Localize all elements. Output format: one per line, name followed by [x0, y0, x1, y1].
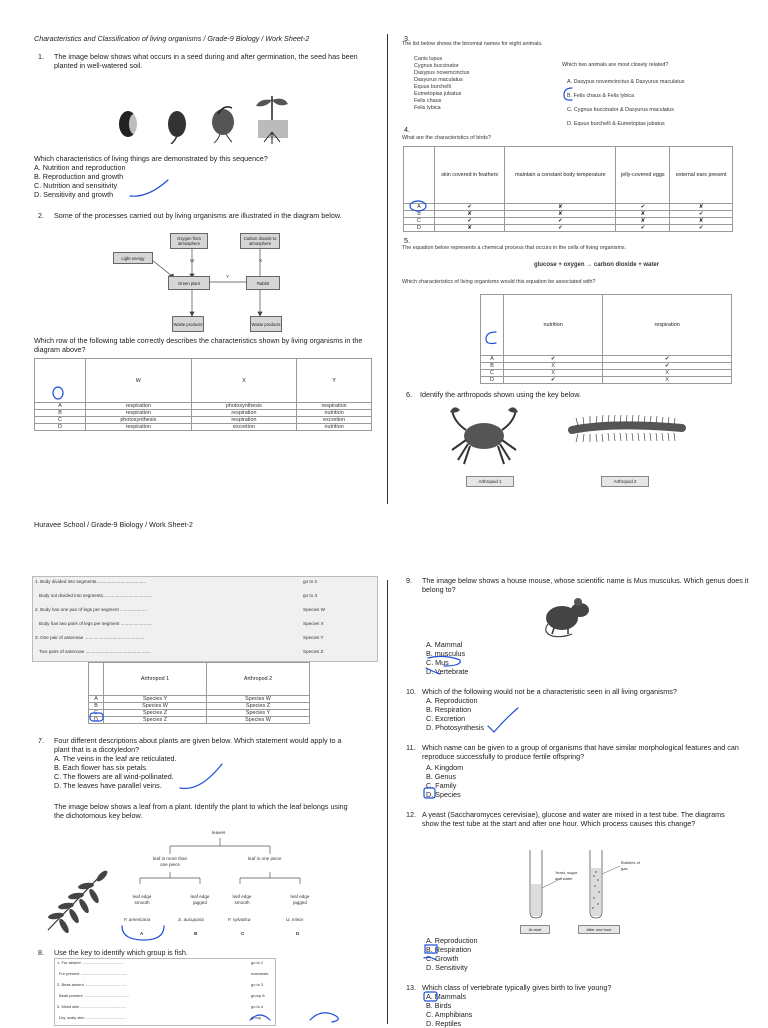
key-row-5: 3. One pair of antennae ...............................................	[35, 635, 145, 640]
fish-key-row-6: Dry, scaly skin .....................................	[59, 1015, 127, 1020]
cell: Species Y	[104, 696, 207, 703]
key-row-1: 1. Body divided into segments.......................................	[35, 579, 147, 584]
cell: ✘	[616, 211, 670, 218]
arthropod-2-label: Arthropod 2	[601, 476, 649, 487]
q2-header-w: W	[86, 359, 192, 403]
yeast-label: Yeast, sugar and water	[555, 870, 578, 881]
list-item: Felis lybica	[414, 105, 441, 111]
q13-number: 13.	[406, 983, 416, 992]
key-row-1-result: go to 2	[303, 579, 318, 584]
compound-leaf-image	[40, 866, 110, 936]
q4-header-ears: external ears present	[670, 147, 733, 204]
germination-sequence-image	[108, 92, 313, 144]
table-row	[481, 356, 732, 363]
tree-letter-c: C	[241, 931, 245, 936]
q13-option-a[interactable]: A. Mammals	[426, 992, 466, 1001]
seed-stage-3	[212, 107, 234, 143]
row-letter: B	[35, 410, 86, 417]
key-pen-circle	[88, 710, 106, 724]
waste-box-2: Waste products	[250, 316, 282, 332]
q5-pen-circle	[484, 330, 502, 346]
plant-box: Green plant	[168, 276, 210, 290]
cell: respiration	[191, 410, 297, 417]
light-box: Light energy	[113, 252, 153, 264]
cell: ✔	[435, 204, 505, 211]
table-row	[481, 363, 732, 370]
q7-option-b[interactable]: B. Each flower has six petals.	[54, 763, 148, 772]
q5-number: 5.	[404, 236, 410, 245]
cell: photosynthesis	[191, 403, 297, 410]
bubbles-label: Bubbles of gas	[621, 860, 640, 871]
tree-letter-b: B	[194, 931, 198, 936]
row-letter: C	[89, 710, 104, 717]
test-tube-diagram	[520, 846, 630, 930]
q1-option-c[interactable]: C. Nutrition and sensitivity	[34, 181, 118, 190]
q8-pen-marks	[248, 1008, 358, 1024]
table-row	[481, 377, 732, 384]
cell: Species Y	[207, 710, 310, 717]
q10-number: 10.	[406, 687, 416, 696]
q13-text: Which class of vertebrate typically gives birth to live young?	[422, 983, 612, 992]
q1-option-d[interactable]: D. Sensitivity and growth	[34, 190, 114, 199]
cell: ✔	[670, 211, 733, 218]
row-letter: D	[89, 717, 104, 724]
cell: X	[504, 370, 603, 377]
crab-image	[444, 402, 524, 468]
cell: ✘	[616, 218, 670, 225]
q3-option-b[interactable]: B. Felis chaus & Felis lybica	[567, 93, 635, 99]
q4-text: What are the characteristics of birds?	[402, 135, 491, 141]
row-letter: D	[404, 225, 435, 232]
key-row-4-result: Species X	[303, 621, 324, 626]
q5-equation: glucose + oxygen → carbon dioxide + water	[534, 262, 660, 268]
q2-prompt: Which row of the following table correctly describes the characteristics shown by living organisms in the diagram above?	[34, 336, 363, 354]
tree-leaf-3: leaf edge smooth	[232, 894, 252, 905]
cell: X	[603, 377, 732, 384]
answer-header-blank	[89, 663, 104, 696]
arthropod-1-label: Arthropod 1	[466, 476, 514, 487]
cell: photosynthesis	[86, 417, 192, 424]
q3-number: 3.	[404, 34, 410, 43]
cell: ✘	[670, 204, 733, 211]
row-letter: A	[481, 356, 504, 363]
q9-option-b[interactable]: B. musculus	[426, 649, 466, 658]
cell: excretion	[297, 417, 372, 424]
q5-header-blank	[481, 295, 504, 356]
label-y: Y	[226, 274, 230, 279]
waste-box-1: Waste products	[172, 316, 204, 332]
table-row	[89, 717, 310, 724]
table-row	[35, 403, 372, 410]
q7-option-a[interactable]: A. The veins in the leaf are reticulated.	[54, 754, 177, 763]
q7-pen-mark	[178, 760, 226, 792]
q7-options	[54, 754, 177, 790]
fish-key-row-6-result: group	[251, 1015, 262, 1020]
row-letter: A	[404, 204, 435, 211]
q9-pen-circle	[424, 654, 464, 676]
cell: ✔	[504, 356, 603, 363]
cell: ✔	[616, 204, 670, 211]
q9-text: The image below shows a house mouse, whose scientific name is Mus musculus. Which genus does it belong to?	[422, 576, 749, 594]
arthropod-key-table	[32, 576, 378, 662]
q12-option-c[interactable]: C. Growth	[426, 954, 459, 963]
q13-option-d[interactable]: D. Reptiles	[426, 1019, 462, 1028]
q2-header-y: Y	[297, 359, 372, 403]
table-row	[404, 204, 733, 211]
q10-options	[426, 696, 484, 732]
tree-letter-a: A	[140, 931, 144, 936]
fish-key-row-3: 2. Beak absent ......................................	[57, 982, 128, 987]
q4-table	[403, 146, 733, 232]
fish-key-row-5-result: go to 4	[251, 1004, 264, 1009]
cell: ✔	[603, 356, 732, 363]
fish-key-row-2-result: mammals	[251, 971, 269, 976]
q13-pen-circle	[422, 990, 440, 1004]
q5-prompt: Which characteristics of living organisms would this equation be associated with?	[402, 279, 596, 285]
fish-key-row-2: Fur present ..........................................	[59, 971, 128, 976]
list-item: Dasyurus maculatus	[414, 77, 463, 83]
tree-leaf-1: leaf edge smooth	[132, 894, 152, 905]
arthropod-answer-table	[88, 662, 310, 724]
table-row	[35, 417, 372, 424]
q2-table	[34, 358, 372, 431]
table-row	[404, 218, 733, 225]
at-start-label: At start	[520, 925, 550, 934]
q2-number: 2.	[38, 211, 44, 220]
q5-table	[480, 294, 732, 384]
q10-option-d[interactable]: D. Photosynthesis	[426, 723, 484, 732]
q8-number: 8.	[38, 948, 44, 957]
q11-option-c[interactable]: C. Family	[426, 781, 457, 790]
page-footer: Huravee School / Grade-9 Biology / Work Sheet-2	[34, 520, 193, 529]
cell: ✘	[505, 211, 616, 218]
row-letter: C	[35, 417, 86, 424]
fish-key-row-1-result: go to 2	[251, 960, 264, 965]
fish-key-row-4-result: group A	[251, 993, 265, 998]
tree-species-4: U. minor	[286, 917, 304, 922]
oxygen-box: Oxygen from atmosphere	[170, 233, 208, 249]
q11-number: 11.	[406, 743, 416, 752]
label-x: X	[259, 258, 263, 263]
q11-option-a[interactable]: A. Kingdom	[426, 763, 464, 772]
q1-options	[34, 163, 126, 199]
cell: ✔	[435, 218, 505, 225]
row-letter: C	[481, 370, 504, 377]
table-row	[89, 696, 310, 703]
fish-key-table	[54, 958, 276, 1026]
tree-leaf-4: leaf edge jagged	[290, 894, 310, 905]
q12-option-b[interactable]: B. Respiration	[426, 945, 472, 954]
column-divider-bottom	[387, 580, 388, 1024]
q7-text: Four different descriptions about plants are given below. Which statement would apply to a plant that is a dicotyledon?	[54, 736, 342, 754]
key-row-5-result: Species Y	[303, 635, 324, 640]
cell: respiration	[86, 403, 192, 410]
seed-stage-2	[168, 111, 186, 144]
fish-key-row-4: Beak present .........................................	[59, 993, 130, 998]
cell: Species Z	[104, 710, 207, 717]
cell: nutrition	[297, 424, 372, 431]
list-item: Canis lupus	[414, 56, 443, 62]
cell: respiration	[191, 417, 297, 424]
q13-option-b[interactable]: B. Birds	[426, 1001, 452, 1010]
q8-text: Use the key to identify which group is fish.	[54, 948, 188, 957]
cell: Species W	[104, 703, 207, 710]
column-divider-top	[387, 34, 388, 504]
list-item: Eumetopias jubatus	[414, 91, 462, 97]
after-one-hour-label: After one hour	[578, 925, 620, 934]
q3-names-list	[414, 56, 469, 112]
row-letter: D	[35, 424, 86, 431]
q7-option-d[interactable]: D. The leaves have parallel veins.	[54, 781, 162, 790]
key-row-3-result: Species W	[303, 607, 325, 612]
rabbit-box: Rabbit	[246, 276, 280, 290]
q9-option-d[interactable]: D. Vertebrate	[426, 667, 469, 676]
q10-option-c[interactable]: C. Excretion	[426, 714, 466, 723]
table-row	[89, 710, 310, 717]
cell: nutrition	[297, 410, 372, 417]
table-row	[35, 410, 372, 417]
row-letter: D	[481, 377, 504, 384]
q3-options	[567, 75, 684, 131]
list-item: Cygnus buccinator	[414, 63, 459, 69]
q1-prompt: Which characteristics of living things are demonstrated by this sequence?	[34, 154, 268, 163]
q1-option-b[interactable]: B. Reproduction and growth	[34, 172, 124, 181]
q11-option-b[interactable]: B. Genus	[426, 772, 456, 781]
q4-header-feathers: skin covered in feathers	[435, 147, 505, 204]
tree-species-3: F. sylvatica	[228, 917, 251, 922]
q4-header-temperature: maintain a constant body temperature	[505, 147, 616, 204]
worksheet-title: Characteristics and Classification of living organisms / Grade-9 Biology / Work Sheet-2	[34, 34, 310, 43]
answer-header-arthropod-1: Arthropod 1	[104, 663, 207, 696]
cell: respiration	[297, 403, 372, 410]
tree-pen-circle	[118, 920, 168, 944]
label-w: W	[190, 258, 195, 263]
q3-prompt: Which two animals are most closely related?	[562, 62, 669, 68]
cell: respiration	[86, 410, 192, 417]
q2-header-x: X	[191, 359, 297, 403]
q2-text: Some of the processes carried out by living organisms are illustrated in the diagram below.	[54, 211, 342, 220]
q9-option-c[interactable]: C. Mus	[426, 658, 449, 667]
list-item: Equus burchelli	[414, 84, 451, 90]
q5-header-nutrition: nutrition	[504, 295, 603, 356]
cell: Species W	[207, 696, 310, 703]
tree-leaf-2: leaf edge jagged	[190, 894, 210, 905]
cell: ✘	[435, 211, 505, 218]
q12-text: A yeast (Saccharomyces cerevisiae), glucose and water are mixed in a test tube. The diagrams show the test tube at the start and after one hour. Which process causes this change?	[422, 810, 725, 828]
cell: ✘	[435, 225, 505, 232]
q3-text: The list below shows the binomial names for eight animals.	[402, 41, 543, 47]
key-row-6-result: Species Z	[303, 649, 324, 654]
table-row	[404, 225, 733, 232]
q3-option-a[interactable]: A. Dasypus novemcinctus & Dasyurus maculatus	[567, 79, 685, 85]
cell: ✘	[670, 218, 733, 225]
q4-header-eggs: jelly-covered eggs	[616, 147, 670, 204]
q11-pen-circle	[422, 786, 438, 802]
key-row-2-result: go to 3	[303, 593, 318, 598]
q5-header-respiration: respiration	[603, 295, 732, 356]
row-letter: C	[404, 218, 435, 225]
carbon-box: Carbon dioxide to atmosphere	[240, 233, 280, 249]
q6-number: 6.	[406, 390, 412, 399]
cell: ✔	[670, 225, 733, 232]
q9-number: 9.	[406, 576, 412, 585]
tree-species-1: F. americana	[124, 917, 151, 922]
row-letter: A	[35, 403, 86, 410]
row-letter: A	[89, 696, 104, 703]
table-row	[404, 211, 733, 218]
q12-pen-circle	[422, 942, 442, 962]
cell: respiration	[86, 424, 192, 431]
cell: ✔	[504, 377, 603, 384]
cell: X	[504, 363, 603, 370]
table-row	[481, 370, 732, 377]
row-letter: B	[481, 363, 504, 370]
q5-text: The equation below represents a chemical process that occurs in the cells of living organisms.	[402, 245, 627, 251]
q4-pen-circle	[408, 199, 428, 213]
row-letter: B	[89, 703, 104, 710]
q12-number: 12.	[406, 810, 416, 819]
tree-letter-d: D	[296, 931, 300, 936]
q1-option-a[interactable]: A. Nutrition and reproduction	[34, 163, 126, 172]
q1-text: The image below shows what occurs in a seed during and after germination, the seed has been planted in well-watered soil.	[54, 52, 358, 70]
q3-option-c[interactable]: C. Cygnus buccinator & Dasyurus maculatus	[567, 107, 674, 113]
cell: ✔	[603, 363, 732, 370]
list-item: Felis chaus	[414, 98, 442, 104]
answer-header-arthropod-2: Arthropod 2	[207, 663, 310, 696]
q3-pen-circle	[562, 86, 576, 102]
fish-key-row-5: 3. Moist skin .........................................	[57, 1004, 126, 1009]
q1-pen-mark	[128, 178, 172, 200]
q10-text: Which of the following would not be a characteristic seen in all living organisms?	[422, 687, 677, 696]
q12-option-d[interactable]: D. Sensitivity	[426, 963, 468, 972]
cell: X	[603, 370, 732, 377]
key-row-6: Two pairs of antennae ...................................................	[39, 649, 151, 654]
q1-number: 1.	[38, 52, 44, 61]
q11-option-d[interactable]: D. Species	[426, 790, 461, 799]
millipede-image	[568, 412, 690, 448]
row-letter: B	[404, 211, 435, 218]
tree-left: leaf in more than one piece	[152, 856, 188, 867]
key-row-2: Body not divided into segments.......................................	[39, 593, 153, 598]
q9-option-a[interactable]: A. Mammal	[426, 640, 463, 649]
q13-option-c[interactable]: C. Amphibians	[426, 1010, 473, 1019]
fish-key-row-3-result: go to 3	[251, 982, 264, 987]
q7-option-c[interactable]: C. The flowers are all wind-pollinated.	[54, 772, 174, 781]
q10-pen-tick	[486, 706, 522, 736]
q4-header-blank	[404, 147, 435, 204]
cell: ✔	[505, 225, 616, 232]
q6-text: Identify the arthropods shown using the key below.	[420, 390, 582, 399]
tree-species-2: S. aucuparia	[178, 917, 204, 922]
cell: Species W	[207, 717, 310, 724]
list-item: Dasypus novemcinctus	[414, 70, 470, 76]
mouse-image	[540, 596, 600, 638]
seed-stage-4	[256, 96, 288, 144]
leaf-text: The image below shows a leaf from a plant. Identify the plant to which the leaf belongs using the dichotomous key below.	[54, 802, 348, 820]
tree-lines-2	[110, 870, 330, 894]
q10-option-a[interactable]: A. Reproduction	[426, 696, 478, 705]
q12-option-a[interactable]: A. Reproduction	[426, 936, 478, 945]
tree-root: leaves	[212, 830, 226, 835]
q7-number: 7.	[38, 736, 44, 745]
seed-stage-1	[119, 111, 139, 137]
key-row-4: Body has two pairs of legs per segment .........................	[39, 621, 153, 626]
table-row	[35, 424, 372, 431]
q4-number: 4.	[404, 125, 410, 134]
tree-right: leaf in one piece	[248, 856, 282, 861]
cell: ✘	[505, 204, 616, 211]
cell: Species Z	[104, 717, 207, 724]
q2-pen-circle	[50, 385, 66, 401]
table-row	[89, 703, 310, 710]
q3-option-d[interactable]: D. Equus burchelli & Eumetopias jubatus	[567, 121, 665, 127]
cell: Species Z	[207, 703, 310, 710]
key-row-3: 2. Body has one pair of legs per segment .....................	[35, 607, 147, 612]
cell: ✔	[616, 225, 670, 232]
cell: excretion	[191, 424, 297, 431]
q11-text: Which name can be given to a group of organisms that have similar morphological features and can reproduce successfully to produce fertile offspring?	[422, 743, 739, 761]
fish-key-row-1: 1. Fur absent ......................................	[57, 960, 124, 965]
q10-option-b[interactable]: B. Respiration	[426, 705, 472, 714]
cell: ✔	[505, 218, 616, 225]
